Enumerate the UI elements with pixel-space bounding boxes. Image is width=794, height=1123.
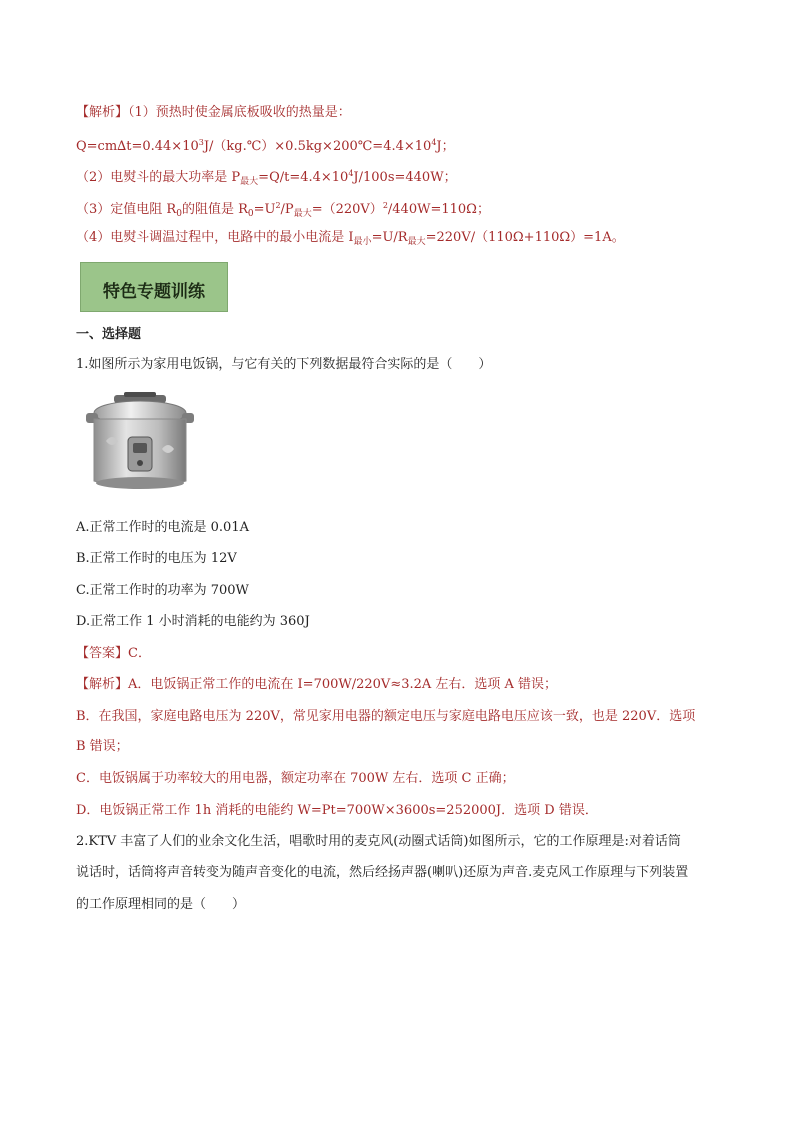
analysis-line-1: 【解析】（1）预热时使金属底板吸收的热量是： bbox=[76, 105, 351, 120]
q1-analysis-d: D．电饭锅正常工作 1h 消耗的电能约 W=Pt=700W×3600s=252000J．选项 D 错误． bbox=[76, 803, 598, 818]
q1-option-d: D.正常工作 1 小时消耗的电能约为 360J bbox=[76, 614, 310, 629]
q2-stem-line-3: 的工作原理相同的是（ ） bbox=[76, 897, 246, 912]
q1-analysis-a: 【解析】A．电饭锅正常工作的电流在 I=700W/220V≈3.2A 左右．选项 A 错误； bbox=[76, 677, 558, 692]
q2-stem-line-1: 2.KTV 丰富了人们的业余文化生活，唱歌时用的麦克风(动圈式话筒)如图所示，它的工作原理是:对着话筒 bbox=[76, 834, 681, 849]
q1-analysis-c: C．电饭锅属于功率较大的用电器，额定功率在 700W 左右．选项 C 正确； bbox=[76, 771, 515, 786]
q1-analysis-b-1: B．在我国，家庭电路电压为 220V，常见家用电器的额定电压与家庭电路电压应该一致，也是 220V．选项 bbox=[76, 709, 696, 724]
analysis-line-5: （4）电熨斗调温过程中，电路中的最小电流是 $I_{最小}=U/R_{最大}=220V/(110\Omega+110\Omega)=1A$。 bbox=[76, 230, 625, 247]
q1-option-a: A.正常工作时的电流是 0.01A bbox=[76, 520, 249, 535]
q1-stem: 1.如图所示为家用电饭锅，与它有关的下列数据最符合实际的是（ ） bbox=[76, 357, 492, 372]
q1-analysis-b-2: B 错误； bbox=[76, 739, 129, 754]
analysis-line-4: （3）定值电阻 $R_0$的阻值是 $R_0=U^2/P_{最大}=(220V)^2/440W=110\Omega$； bbox=[76, 201, 490, 219]
analysis-line-3: （2）电熨斗的最大功率是 $P_{最大}=Q/t=4.4\times 10^4J/100s=440W$； bbox=[76, 169, 457, 187]
q1-option-b: B.正常工作时的电压为 12V bbox=[76, 551, 237, 566]
q2-stem-line-2: 说话时，话筒将声音转变为随声音变化的电流，然后经扬声器(喇叭)还原为声音.麦克风工作原理与下列装置 bbox=[76, 865, 689, 880]
q1-answer: 【答案】C． bbox=[76, 646, 151, 661]
section-badge-label: 特色专题训练 bbox=[103, 282, 205, 302]
rice-cooker-image bbox=[84, 391, 196, 493]
analysis-line-2: $Q=cm\Delta t=0.44\times 10^3J/(kg.℃)\times 0.5kg\times 200℃=4.4\times 10^4J$； bbox=[76, 138, 455, 154]
q1-option-c: C.正常工作时的功率为 700W bbox=[76, 583, 249, 598]
section-badge bbox=[80, 262, 228, 312]
section-title: 一、选择题 bbox=[76, 327, 142, 342]
